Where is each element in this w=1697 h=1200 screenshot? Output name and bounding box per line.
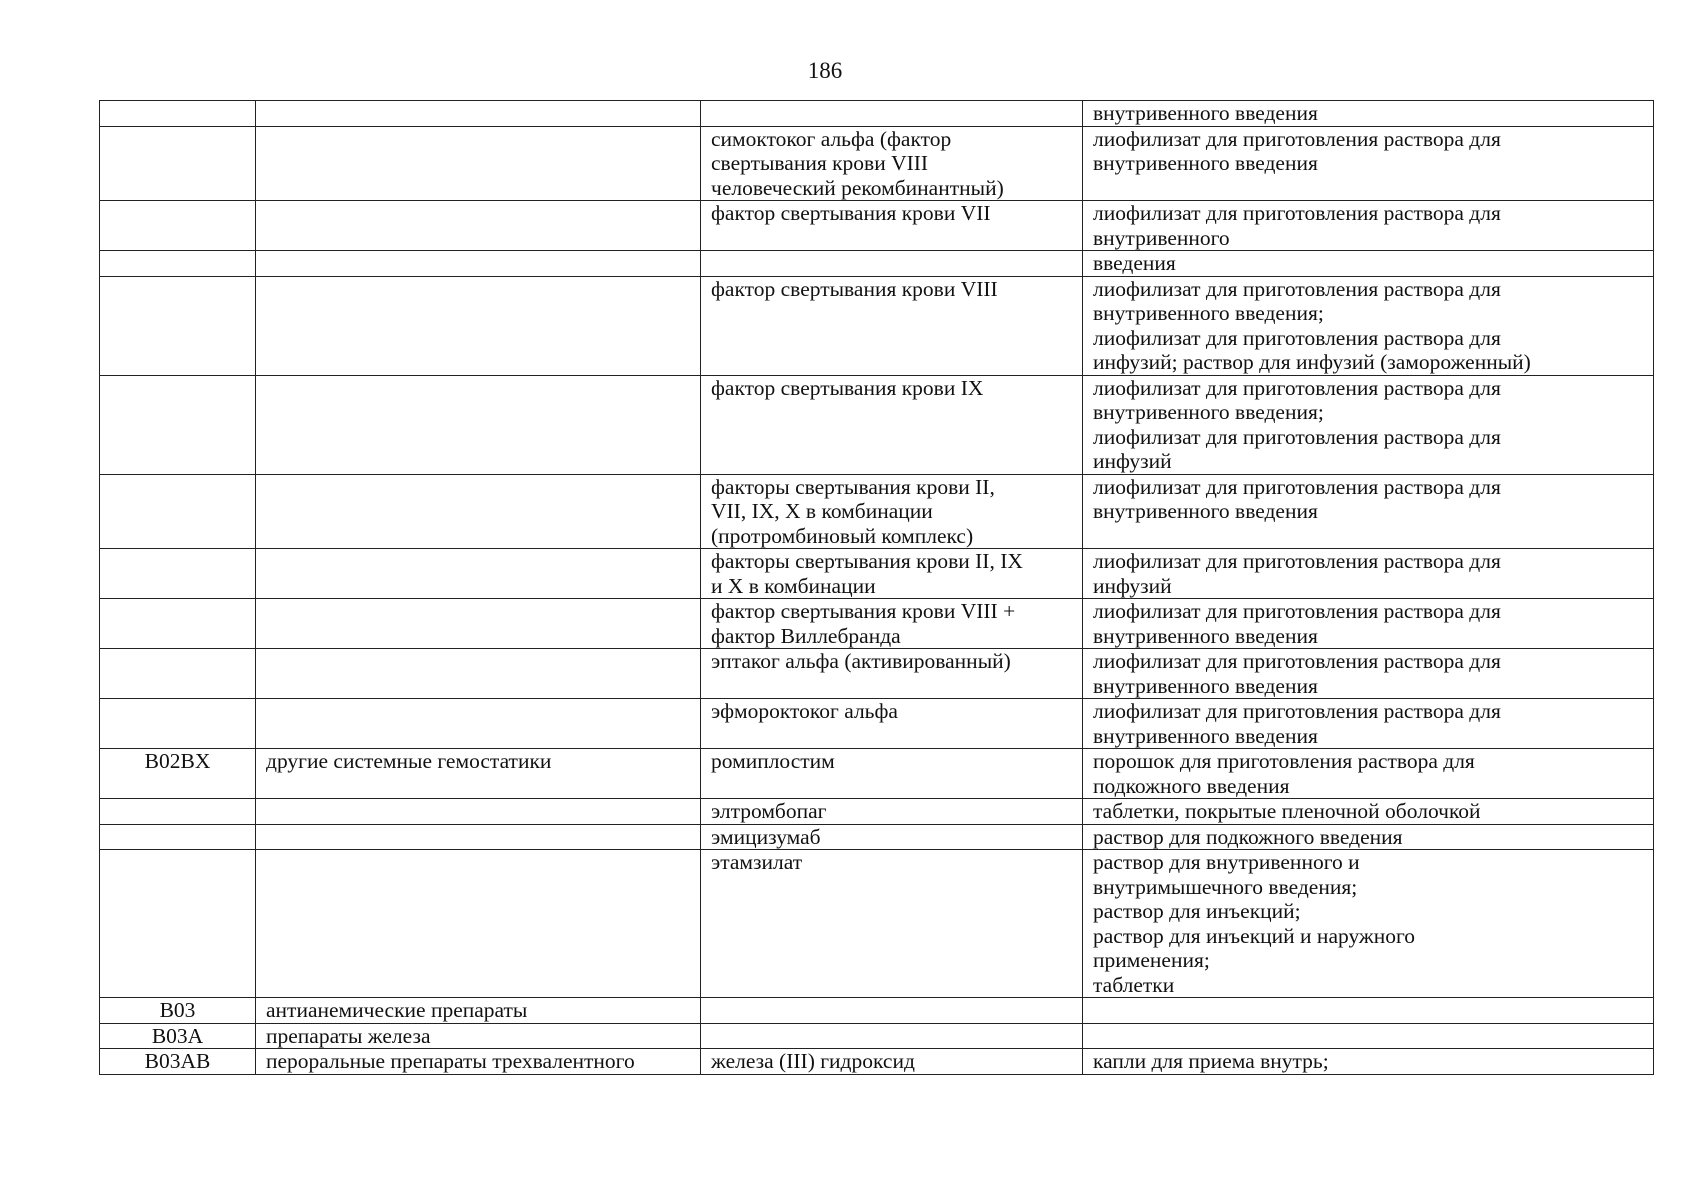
table-row xyxy=(100,699,1654,749)
table-row xyxy=(100,549,1654,599)
dosage-form-cell: лиофилизат для приготовления раствора для инфузий xyxy=(1083,549,1654,599)
dosage-form-cell xyxy=(1083,998,1654,1024)
dosage-form-cell: лиофилизат для приготовления раствора для внутривенного введения xyxy=(1083,599,1654,649)
dosage-form-cell: лиофилизат для приготовления раствора для внутривенного введения; лиофилизат для приготовления раствора для инфузий; раствор для инфузий (замороженный) xyxy=(1083,276,1654,375)
dosage-form-cell: лиофилизат для приготовления раствора для внутривенного введения xyxy=(1083,126,1654,201)
table-row xyxy=(100,1023,1654,1049)
atc-group-cell xyxy=(256,599,701,649)
atc-code-cell xyxy=(100,549,256,599)
drug-name-cell: эфмороктоког альфа xyxy=(701,699,1083,749)
drug-name-cell: ромиплостим xyxy=(701,749,1083,799)
dosage-form-cell: лиофилизат для приготовления раствора для внутривенного введения; лиофилизат для приготовления раствора для инфузий xyxy=(1083,375,1654,474)
table-row xyxy=(100,375,1654,474)
atc-code-cell: B02BX xyxy=(100,749,256,799)
dosage-form-cell: лиофилизат для приготовления раствора для внутривенного xyxy=(1083,201,1654,251)
atc-group-cell: препараты железа xyxy=(256,1023,701,1049)
table-row xyxy=(100,1049,1654,1075)
atc-group-cell xyxy=(256,799,701,825)
atc-code-cell xyxy=(100,799,256,825)
dosage-form-cell: лиофилизат для приготовления раствора для внутривенного введения xyxy=(1083,474,1654,549)
drug-name-cell: симоктоког альфа (фактор свертывания крови VIII человеческий рекомбинантный) xyxy=(701,126,1083,201)
drug-name-cell: фактор свертывания крови VIII xyxy=(701,276,1083,375)
dosage-form-cell: внутривенного введения xyxy=(1083,101,1654,127)
dosage-form-cell: раствор для внутривенного и внутримышечного введения; раствор для инъекций; раствор для инъекций и наружного применения; таблетки xyxy=(1083,850,1654,998)
table-row xyxy=(100,599,1654,649)
atc-code-cell xyxy=(100,201,256,251)
drug-name-cell: железа (III) гидроксид xyxy=(701,1049,1083,1075)
atc-group-cell xyxy=(256,474,701,549)
drug-name-cell: элтромбопаг xyxy=(701,799,1083,825)
drug-name-cell: эмицизумаб xyxy=(701,824,1083,850)
table-row xyxy=(100,850,1654,998)
atc-group-cell xyxy=(256,101,701,127)
atc-code-cell: B03AB xyxy=(100,1049,256,1075)
table-row xyxy=(100,998,1654,1024)
dosage-form-cell: таблетки, покрытые пленочной оболочкой xyxy=(1083,799,1654,825)
drug-name-cell: эптаког альфа (активированный) xyxy=(701,649,1083,699)
dosage-form-cell: лиофилизат для приготовления раствора для внутривенного введения xyxy=(1083,699,1654,749)
dosage-form-cell xyxy=(1083,1023,1654,1049)
atc-group-cell xyxy=(256,824,701,850)
drug-name-cell: фактор свертывания крови VIII + фактор Виллебранда xyxy=(701,599,1083,649)
table-row xyxy=(100,824,1654,850)
table-row xyxy=(100,101,1654,127)
atc-group-cell xyxy=(256,649,701,699)
atc-code-cell xyxy=(100,824,256,850)
atc-group-cell: антианемические препараты xyxy=(256,998,701,1024)
table-row xyxy=(100,474,1654,549)
atc-group-cell xyxy=(256,276,701,375)
table-row xyxy=(100,276,1654,375)
drug-name-cell: фактор свертывания крови IX xyxy=(701,375,1083,474)
atc-group-cell xyxy=(256,549,701,599)
atc-code-cell xyxy=(100,699,256,749)
atc-group-cell xyxy=(256,251,701,277)
drug-name-cell: факторы свертывания крови II, VII, IX, X в комбинации (протромбиновый комплекс) xyxy=(701,474,1083,549)
drug-name-cell: факторы свертывания крови II, IX и X в комбинации xyxy=(701,549,1083,599)
drug-name-cell: этамзилат xyxy=(701,850,1083,998)
atc-group-cell xyxy=(256,375,701,474)
atc-code-cell xyxy=(100,276,256,375)
atc-group-cell xyxy=(256,850,701,998)
atc-code-cell xyxy=(100,101,256,127)
table-row xyxy=(100,799,1654,825)
atc-code-cell xyxy=(100,850,256,998)
atc-group-cell: другие системные гемостатики xyxy=(256,749,701,799)
atc-group-cell xyxy=(256,699,701,749)
atc-code-cell xyxy=(100,649,256,699)
drug-name-cell xyxy=(701,998,1083,1024)
atc-group-cell xyxy=(256,126,701,201)
table-row xyxy=(100,201,1654,251)
atc-group-cell xyxy=(256,201,701,251)
table-row xyxy=(100,251,1654,277)
atc-code-cell xyxy=(100,599,256,649)
atc-code-cell: B03A xyxy=(100,1023,256,1049)
dosage-form-cell: капли для приема внутрь; xyxy=(1083,1049,1654,1075)
dosage-form-cell: введения xyxy=(1083,251,1654,277)
table-row xyxy=(100,126,1654,201)
atc-code-cell: B03 xyxy=(100,998,256,1024)
drug-name-cell: фактор свертывания крови VII xyxy=(701,201,1083,251)
page-number: 186 xyxy=(807,58,843,83)
atc-code-cell xyxy=(100,251,256,277)
atc-group-cell: пероральные препараты трехвалентного xyxy=(256,1049,701,1075)
drug-name-cell xyxy=(701,101,1083,127)
atc-code-cell xyxy=(100,474,256,549)
atc-code-cell xyxy=(100,126,256,201)
atc-code-cell xyxy=(100,375,256,474)
table-row xyxy=(100,649,1654,699)
table-row xyxy=(100,749,1654,799)
drug-table xyxy=(99,100,1654,1075)
drug-name-cell xyxy=(701,251,1083,277)
dosage-form-cell: лиофилизат для приготовления раствора для внутривенного введения xyxy=(1083,649,1654,699)
dosage-form-cell: раствор для подкожного введения xyxy=(1083,824,1654,850)
drug-name-cell xyxy=(701,1023,1083,1049)
dosage-form-cell: порошок для приготовления раствора для подкожного введения xyxy=(1083,749,1654,799)
